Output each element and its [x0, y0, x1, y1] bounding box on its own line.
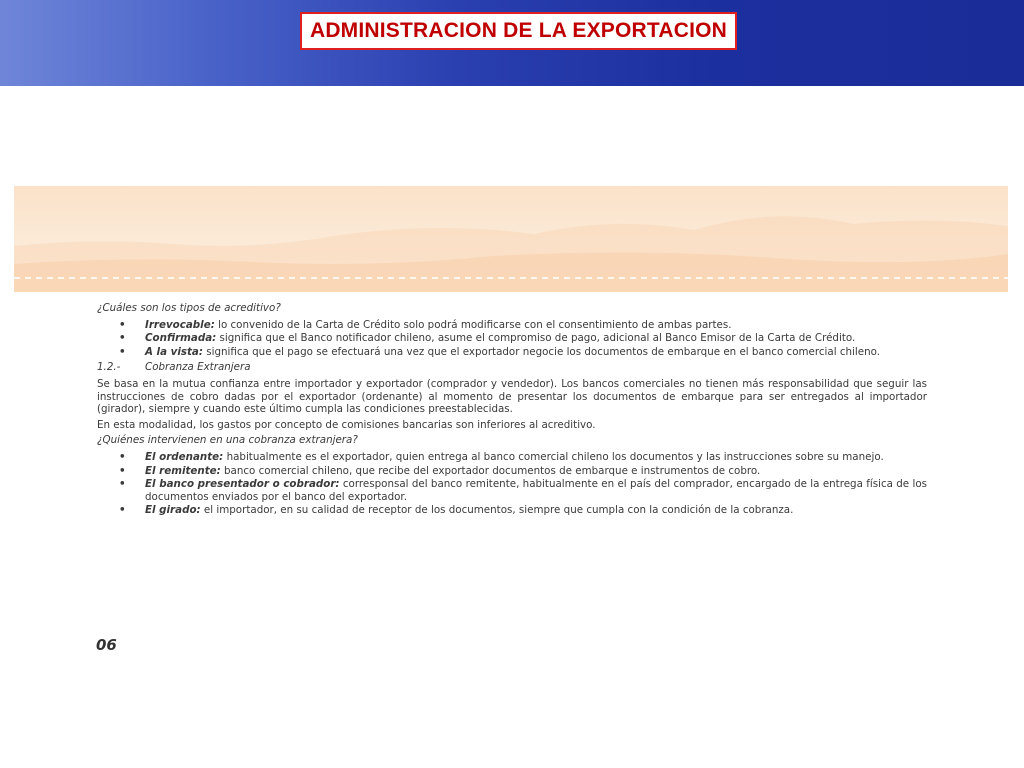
list-item — [97, 451, 927, 464]
list-item — [97, 478, 927, 503]
definition: significa que el Banco notificador chileno, asume el compromiso de pago, adicional al Banco Emisor de la Carta de Crédito. — [216, 332, 856, 345]
question-participants: ¿Quiénes intervienen en una cobranza extranjera? — [97, 434, 358, 447]
list-item — [97, 465, 927, 478]
definition: corresponsal del banco remitente, habitualmente en el país del comprador, encargado de la entrega física de los documentos enviados por el banco del exportador. — [145, 478, 927, 503]
paragraph: En esta modalidad, los gastos por concepto de comisiones bancarias son inferiores al acreditivo. — [97, 418, 596, 431]
page-number: 06 — [96, 636, 117, 654]
credit-types-list — [97, 319, 927, 359]
list-item — [97, 346, 927, 359]
title-box — [300, 12, 737, 50]
scanned-document — [14, 186, 1008, 656]
participants-list — [97, 451, 927, 517]
list-item — [97, 332, 927, 345]
question-credit-types: ¿Cuáles son los tipos de acreditivo? — [97, 302, 281, 314]
term: Irrevocable: — [145, 318, 215, 331]
decorative-banner — [14, 186, 1008, 292]
list-item — [97, 319, 927, 332]
section-heading — [97, 361, 927, 374]
definition: significa que el pago se efectuará una vez que el exportador negocie los documentos de embarque en el banco comercial chileno. — [202, 345, 880, 358]
paragraph: Se basa en la mutua confianza entre importador y exportador (comprador y vendedor). Los bancos comerciales no tienen más responsabilidad que seguir las instrucciones de cobro dadas por el exportador (ordenante) al momento de presentar los documentos de embarque para ser entregados al importador (girador), siempre y cuando este último cumpla las condiciones preestablecidas. — [97, 377, 927, 416]
mountain-graphic — [14, 186, 1008, 292]
term: A la vista: — [145, 345, 203, 358]
term: El remitente: — [145, 464, 221, 477]
slide-title: ADMINISTRACION DE LA EXPORTACION — [309, 19, 728, 42]
term: Confirmada: — [145, 332, 217, 345]
term: El girado: — [145, 504, 201, 517]
definition: banco comercial chileno, que recibe del exportador documentos de embarque e instrumentos de cobro. — [220, 464, 761, 477]
definition: habitualmente es el exportador, quien entrega al banco comercial chileno los documentos y las instrucciones sobre su manejo. — [223, 450, 884, 463]
section-title: Cobranza Extranjera — [145, 361, 251, 374]
definition: lo convenido de la Carta de Crédito solo podrá modificarse con el consentimiento de ambas partes. — [214, 318, 732, 331]
term: El ordenante: — [145, 450, 224, 463]
term: El banco presentador o cobrador: — [145, 478, 340, 491]
header-band — [0, 0, 1024, 86]
list-item — [97, 504, 927, 517]
definition: el importador, en su calidad de receptor de los documentos, siempre que cumpla con la condición de la cobranza. — [200, 504, 794, 517]
document-body — [97, 302, 927, 520]
section-number: 1.2.- — [97, 361, 121, 374]
